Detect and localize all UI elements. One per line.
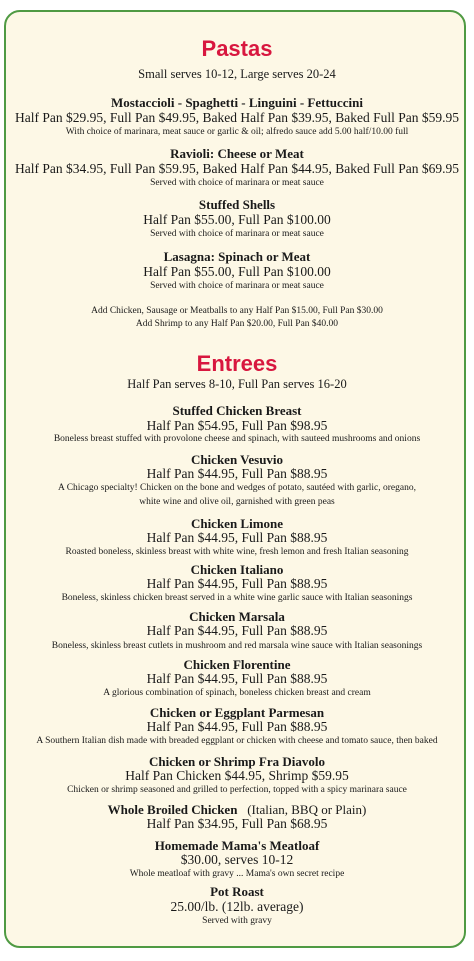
menu-item-price: Half Pan $44.95, Full Pan $88.95: [146, 671, 328, 686]
menu-item-name: Pot Roast: [210, 884, 264, 899]
menu-item-name: Chicken Limone: [190, 516, 284, 531]
menu-item-name: Chicken or Eggplant Parmesan: [149, 705, 325, 720]
menu-item-note: A Southern Italian dish made with breaded eggplant or chicken with cheese and tomato sauce, then baked: [36, 736, 438, 746]
addon-note: Add Chicken, Sausage or Meatballs to any Half Pan $15.00, Full Pan $30.00: [91, 306, 383, 316]
menu-item-price: Half Pan Chicken $44.95, Shrimp $59.95: [125, 768, 349, 783]
menu-item-name: Homemade Mama's Meatloaf: [154, 838, 320, 853]
menu-item-options: (Italian, BBQ or Plain): [247, 802, 367, 817]
menu-item-price: Half Pan $54.95, Full Pan $98.95: [146, 418, 328, 433]
menu-item-note: A Chicago specialty! Chicken on the bone and wedges of potato, sautéed with garlic, oregano,: [58, 483, 416, 493]
menu-item-note: Boneless breast stuffed with provolone cheese and spinach, with sauteed mushrooms and onions: [53, 434, 421, 444]
menu-item-name: Chicken Italiano: [190, 562, 284, 577]
menu-item-note: Served with choice of marinara or meat sauce: [150, 178, 324, 188]
menu-item-price: Half Pan $55.00, Full Pan $100.00: [143, 212, 331, 227]
menu-item-name: Chicken Vesuvio: [190, 452, 284, 467]
menu-item-name: Stuffed Shells: [198, 197, 276, 212]
menu-item-price: Half Pan $44.95, Full Pan $88.95: [146, 623, 328, 638]
menu-item-name: Chicken or Shrimp Fra Diavolo: [149, 754, 325, 769]
menu-item-price: Half Pan $29.95, Full Pan $49.95, Baked Half Pan $39.95, Baked Full Pan $59.95: [15, 110, 459, 125]
menu-item-name: Lasagna: Spinach or Meat: [163, 249, 311, 264]
menu-item-note: Roasted boneless, skinless breast with white wine, fresh lemon and fresh Italian seasoning: [65, 547, 409, 557]
menu-item-price: Half Pan $34.95, Full Pan $59.95, Baked Half Pan $44.95, Baked Full Pan $69.95: [15, 161, 459, 176]
menu-item-price: $30.00, serves 10-12: [180, 852, 294, 867]
menu-item-price: Half Pan $44.95, Full Pan $88.95: [146, 530, 328, 545]
menu-item-name: Chicken Florentine: [183, 657, 291, 672]
menu-item-name-row: [0, 802, 474, 817]
menu-item-price: Half Pan $44.95, Full Pan $88.95: [146, 576, 328, 591]
entrees-heading: Entrees: [196, 351, 278, 376]
entrees-subtitle: Half Pan serves 8-10, Full Pan serves 16-20: [127, 377, 347, 391]
menu-item-price: Half Pan $44.95, Full Pan $88.95: [146, 466, 328, 481]
menu-item-name: Stuffed Chicken Breast: [172, 403, 302, 418]
menu-item-name: Mostaccioli - Spaghetti - Linguini - Fettuccini: [110, 95, 364, 110]
menu-item-price: Half Pan $55.00, Full Pan $100.00: [143, 264, 331, 279]
menu-item-name: Chicken Marsala: [189, 609, 285, 624]
menu-item-note: Whole meatloaf with gravy ... Mama's own secret recipe: [129, 869, 345, 879]
menu-item-price: Half Pan $34.95, Full Pan $68.95: [146, 816, 328, 831]
pastas-heading: Pastas: [201, 36, 273, 61]
menu-item-note: A glorious combination of spinach, boneless chicken breast and cream: [103, 688, 371, 698]
pastas-subtitle: Small serves 10-12, Large serves 20-24: [138, 67, 336, 81]
menu-item-note: Boneless, skinless breast cutlets in mushroom and red marsala wine sauce with Italian seasonings: [51, 641, 423, 651]
menu-item-note: white wine and olive oil, garnished with green peas: [139, 497, 335, 507]
menu-item-price: 25.00/lb. (12lb. average): [170, 899, 304, 914]
menu-item-name: Whole Broiled Chicken: [107, 802, 238, 817]
addon-note: Add Shrimp to any Half Pan $20.00, Full Pan $40.00: [135, 319, 339, 329]
menu-item-note: Chicken or shrimp seasoned and grilled to perfection, topped with a spicy marinara sauce: [67, 785, 407, 795]
menu-item-note: Served with gravy: [202, 916, 272, 926]
menu-item-note: Served with choice of marinara or meat sauce: [150, 229, 324, 239]
menu-item-note: Served with choice of marinara or meat sauce: [150, 281, 324, 291]
menu-item-note: Boneless, skinless chicken breast served in a white wine garlic sauce with Italian seasonings: [61, 593, 413, 603]
menu-item-price: Half Pan $44.95, Full Pan $88.95: [146, 719, 328, 734]
menu-item-note: With choice of marinara, meat sauce or garlic & oil; alfredo sauce add 5.00 half/10.00 full: [65, 127, 409, 137]
menu-item-name: Ravioli: Cheese or Meat: [170, 146, 304, 161]
